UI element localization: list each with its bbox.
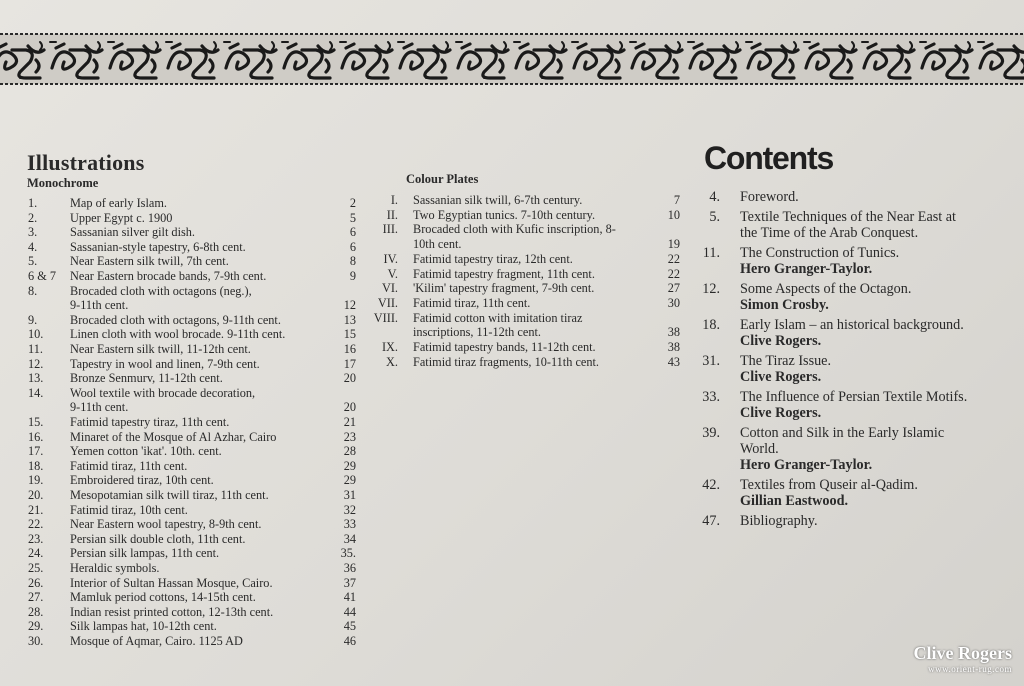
contents-page-number: 11.	[702, 245, 720, 261]
contents-title-line: Cotton and Silk in the Early Islamic	[740, 425, 945, 441]
illustration-title: Tapestry in wool and linen, 7-9th cent.	[70, 356, 260, 371]
contents-page-number: 31.	[702, 353, 720, 369]
illustration-page: 2	[349, 196, 356, 210]
illustration-number: 4.	[28, 239, 38, 254]
illustration-title: Persian silk double cloth, 11th cent.	[70, 531, 246, 546]
illustration-title: Silk lampas hat, 10-12th cent.	[70, 619, 217, 634]
illustration-number: 25.	[28, 561, 44, 575]
illustration-page: 45	[343, 619, 356, 634]
contents-page-number: 4.	[709, 189, 720, 205]
illustration-title: Wool textile with brocade decoration,	[70, 385, 256, 400]
plate-page: 22	[667, 251, 680, 266]
plate-number: IV.	[383, 251, 398, 266]
illustration-page: 46	[343, 634, 356, 648]
contents-title-line: Textile Techniques of the Near East at	[740, 209, 956, 225]
plate-number: III.	[382, 222, 398, 237]
plate-page: 38	[667, 340, 680, 354]
illustration-number: 14.	[28, 385, 44, 400]
contents-page-number: 33.	[702, 389, 720, 405]
plate-page: 38	[667, 325, 680, 340]
plate-number: V.	[387, 266, 398, 281]
plate-title: Fatimid tiraz fragments, 10-11th cent.	[413, 354, 599, 369]
plate-title: Fatimid tapestry tiraz, 12th cent.	[413, 251, 573, 266]
watermark-name: Clive Rogers	[913, 643, 1012, 663]
illustrations-heading: Illustrations	[27, 150, 145, 175]
plate-title: Two Egyptian tunics. 7-10th century.	[413, 207, 596, 222]
plate-title: Brocaded cloth with Kufic inscription, 8-	[413, 222, 616, 237]
illustration-title: Near Eastern silk twill, 7th cent.	[70, 254, 229, 269]
illustration-number: 17.	[28, 444, 44, 459]
illustration-title: Heraldic symbols.	[70, 561, 160, 575]
plate-title: Fatimid tapestry bands, 11-12th cent.	[413, 340, 596, 354]
illustration-title: Indian resist printed cotton, 12-13th cent.	[70, 604, 274, 619]
illustration-title: Upper Egypt c. 1900	[70, 210, 173, 225]
illustration-title: Fatimid tapestry tiraz, 11th cent.	[70, 415, 230, 429]
illustration-title: Interior of Sultan Hassan Mosque, Cairo.	[70, 575, 273, 590]
illustration-title: Brocaded cloth with octagons (neg.),	[70, 283, 252, 298]
watermark-url: www.orient-rug.com	[928, 664, 1012, 674]
illustration-title: Yemen cotton 'ikat'. 10th. cent.	[70, 444, 222, 459]
contents-title-line: Early Islam – an historical background.	[740, 317, 964, 333]
illustration-title: Mosque of Aqmar, Cairo. 1125 AD	[70, 634, 243, 648]
illustration-number: 5.	[28, 254, 38, 269]
illustration-page: 36	[343, 561, 356, 575]
illustration-number: 18.	[28, 458, 44, 473]
contents-heading: Contents	[704, 140, 834, 176]
plate-page: 19	[667, 237, 680, 252]
plate-number: X.	[386, 354, 398, 369]
contents-title-line: World.	[740, 441, 779, 457]
contents-title-line: The Influence of Persian Textile Motifs.	[740, 389, 968, 405]
illustration-page: 31	[343, 488, 356, 502]
contents-page-number: 18.	[702, 317, 720, 333]
illustration-title: Near Eastern brocade bands, 7-9th cent.	[70, 269, 267, 283]
monochrome-subheading: Monochrome	[27, 176, 99, 190]
illustration-number: 30.	[28, 634, 44, 648]
illustration-page: 29	[343, 473, 356, 488]
illustration-title: Near Eastern wool tapestry, 8-9th cent.	[70, 517, 262, 532]
illustration-page: 16	[343, 342, 356, 356]
plate-title: Fatimid tapestry fragment, 11th cent.	[413, 266, 595, 281]
illustration-number: 19.	[28, 473, 44, 488]
plate-title: Sassanian silk twill, 6-7th century.	[413, 193, 583, 207]
contents-page-number: 47.	[702, 513, 720, 529]
illustration-number: 20.	[28, 488, 44, 502]
illustration-page: 34	[343, 531, 356, 546]
illustration-title: Fatimid tiraz, 11th cent.	[70, 458, 188, 473]
contents-title-line: Some Aspects of the Octagon.	[740, 281, 912, 297]
contents-page-number: 39.	[702, 425, 720, 441]
illustration-title: Sassanian-style tapestry, 6-8th cent.	[70, 239, 246, 254]
illustration-number: 23.	[28, 531, 44, 546]
illustration-title: Linen cloth with wool brocade. 9-11th cent.	[70, 327, 286, 342]
contents-title-line: The Construction of Tunics.	[740, 245, 900, 261]
illustration-number: 10.	[28, 327, 44, 342]
illustration-title: Embroidered tiraz, 10th cent.	[70, 473, 214, 488]
illustration-title: Brocaded cloth with octagons, 9-11th cent.	[70, 312, 281, 327]
illustration-page: 6	[349, 225, 356, 240]
illustration-number: 3.	[28, 225, 38, 240]
illustration-page: 20	[343, 400, 356, 415]
illustration-page: 28	[343, 444, 356, 459]
plate-title: Fatimid cotton with imitation tiraz	[413, 310, 583, 325]
illustration-page: 5	[349, 210, 356, 225]
illustration-number: 16.	[28, 429, 44, 444]
illustration-number: 26.	[28, 575, 44, 590]
plate-page: 27	[667, 281, 680, 296]
plate-number: VI.	[381, 281, 398, 296]
contents-author: Clive Rogers.	[740, 369, 822, 385]
illustration-number: 22.	[28, 517, 44, 532]
plate-number: VIII.	[373, 310, 398, 325]
plate-number: II.	[386, 207, 398, 222]
illustration-title: Mamluk period cottons, 14-15th cent.	[70, 590, 256, 605]
illustration-title: Map of early Islam.	[70, 196, 167, 210]
contents-author: Gillian Eastwood.	[740, 493, 849, 509]
plate-page: 30	[667, 295, 680, 310]
plate-page: 22	[667, 266, 680, 281]
illustration-number: 1.	[28, 196, 38, 210]
illustration-number: 24.	[28, 546, 44, 561]
illustration-page: 12	[343, 298, 356, 313]
illustration-page: 8	[349, 254, 356, 269]
illustration-number: 28.	[28, 604, 44, 619]
illustration-title: Bronze Senmurv, 11-12th cent.	[70, 371, 223, 386]
plate-title: 'Kilim' tapestry fragment, 7-9th cent.	[413, 281, 595, 296]
contents-author: Hero Granger-Taylor.	[740, 261, 873, 277]
plate-number: I.	[390, 193, 398, 207]
illustration-number: 15.	[28, 415, 44, 429]
illustration-number: 21.	[28, 502, 44, 517]
colour-plates-heading: Colour Plates	[406, 172, 479, 186]
contents-author: Clive Rogers.	[740, 333, 822, 349]
plate-number: IX.	[381, 340, 398, 354]
illustration-title: Near Eastern silk twill, 11-12th cent.	[70, 342, 251, 356]
illustration-title: 9-11th cent.	[70, 400, 129, 415]
illustration-number: 9.	[28, 312, 38, 327]
illustration-page: 41	[343, 590, 356, 605]
illustration-title: Persian silk lampas, 11th cent.	[70, 546, 220, 561]
illustration-title: Mesopotamian silk twill tiraz, 11th cent.	[70, 488, 269, 502]
illustration-page: 33	[343, 517, 356, 532]
contents-page-number: 12.	[702, 281, 720, 297]
illustration-page: 32	[343, 502, 356, 517]
plate-page: 43	[667, 354, 680, 369]
illustration-page: 21	[343, 415, 356, 429]
illustration-number: 6 & 7	[28, 269, 57, 283]
illustration-page: 35.	[340, 546, 356, 561]
illustration-title: Fatimid tiraz, 10th cent.	[70, 502, 188, 517]
contents-title-line: Foreword.	[740, 189, 799, 205]
illustration-number: 29.	[28, 619, 44, 634]
illustration-page: 23	[343, 429, 356, 444]
plate-title: inscriptions, 11-12th cent.	[413, 325, 541, 340]
illustration-page: 37	[343, 575, 356, 590]
illustration-page: 44	[343, 604, 356, 619]
contents-page-number: 42.	[702, 477, 720, 493]
illustration-page: 9	[349, 269, 356, 283]
illustration-number: 12.	[28, 356, 44, 371]
plate-number: VII.	[377, 295, 398, 310]
plate-page: 7	[673, 193, 680, 207]
illustration-number: 13.	[28, 371, 44, 386]
contents-author: Hero Granger-Taylor.	[740, 457, 873, 473]
illustration-page: 6	[349, 239, 356, 254]
contents-title-line: Textiles from Quseir al-Qadim.	[740, 477, 918, 493]
illustration-page: 15	[343, 327, 356, 342]
illustration-number: 8.	[28, 283, 38, 298]
contents-title-line: Bibliography.	[740, 513, 818, 529]
plate-title: 10th cent.	[413, 237, 462, 252]
illustration-number: 11.	[28, 342, 43, 356]
contents-author: Clive Rogers.	[740, 405, 822, 421]
plate-title: Fatimid tiraz, 11th cent.	[413, 295, 531, 310]
illustration-page: 13	[343, 312, 356, 327]
illustration-title: 9-11th cent.	[70, 298, 129, 313]
illustration-page: 29	[343, 458, 356, 473]
illustration-number: 27.	[28, 590, 44, 605]
decorative-border	[0, 28, 1024, 90]
plate-page: 10	[667, 207, 680, 222]
contents-title-line: the Time of the Arab Conquest.	[740, 225, 919, 241]
illustration-page: 20	[343, 371, 356, 386]
contents-title-line: The Tiraz Issue.	[740, 353, 832, 369]
illustration-title: Minaret of the Mosque of Al Azhar, Cairo	[70, 429, 277, 444]
illustration-title: Sassanian silver gilt dish.	[70, 225, 196, 240]
contents-page-number: 5.	[709, 209, 720, 225]
illustration-page: 17	[343, 356, 356, 371]
illustration-number: 2.	[28, 210, 38, 225]
contents-author: Simon Crosby.	[740, 297, 829, 313]
